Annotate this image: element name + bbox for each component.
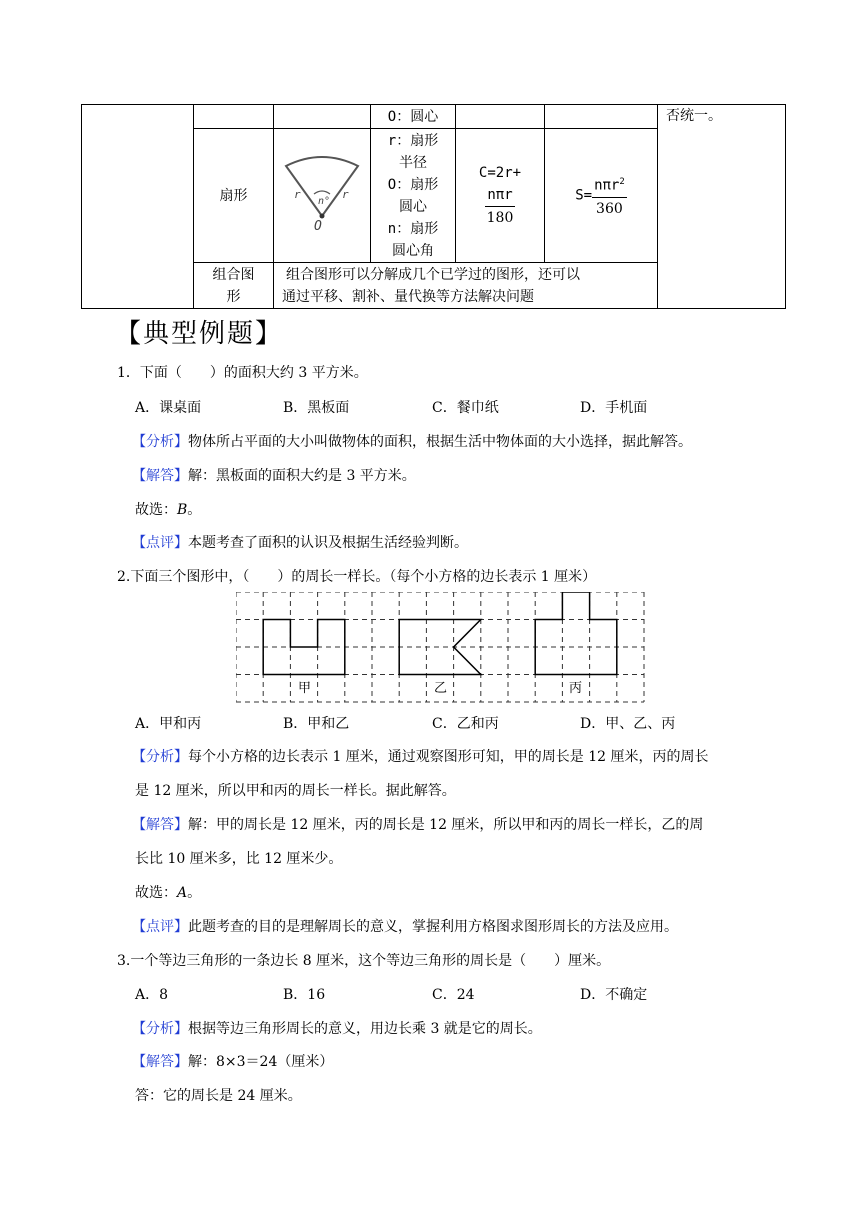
- sector-figure: [274, 129, 371, 263]
- combo-text: 组合图形可以分解成几个已学过的图形，还可以 通过平移、割补、量代换等方法解决问题: [274, 263, 658, 309]
- q2-option-d: D．甲、乙、丙: [580, 716, 676, 732]
- q1-comment: 【点评】本题考查了面积的认识及根据生活经验判断。: [132, 535, 468, 551]
- q1-answer: 【解答】解：黑板面的面积大约是 3 平方米。: [132, 468, 416, 484]
- q1-option-c: C．餐巾纸: [432, 400, 499, 416]
- combo-name: 组合图 形: [194, 263, 274, 309]
- q3-option-a: A．8: [135, 987, 169, 1003]
- formula-table: [81, 104, 786, 309]
- perimeter-grid-figure: [236, 592, 646, 704]
- cell-center-o: O：圆心: [371, 105, 456, 129]
- sector-label-o: O: [314, 219, 322, 232]
- q3-analysis: 【分析】根据等边三角形周长的意义，用边长乘 3 就是它的周长。: [132, 1021, 542, 1037]
- q2-answer-2: 长比 10 厘米多，比 12 厘米少。: [135, 851, 343, 867]
- sector-icon: [282, 152, 362, 232]
- sector-label-r-right: r: [342, 188, 349, 201]
- sector-label-r-left: r: [294, 188, 301, 201]
- q3-final: 答：它的周长是 24 厘米。: [135, 1088, 302, 1104]
- q3-option-c: C．24: [432, 987, 475, 1003]
- q3-option-b: B．16: [283, 987, 326, 1003]
- q1-stem: 1．下面（ ）的面积大约 3 平方米。: [117, 365, 368, 381]
- sector-perimeter: C=2r+ $\frac{\text{nπr}}{180}$: [456, 129, 545, 263]
- q2-option-b: B．甲和乙: [283, 716, 350, 732]
- label-jia: 甲: [298, 681, 312, 696]
- q2-analysis-1: 【分析】每个小方格的边长表示 1 厘米，通过观察图形可知，甲的周长是 12 厘米，丙的周长: [132, 749, 709, 765]
- sector-area: S= $\frac{n\pi r^2}{360}$: [545, 129, 658, 263]
- section-title: 【典型例题】: [115, 319, 284, 349]
- q1-choice: 故选：B。: [135, 502, 202, 518]
- shape-bing: [535, 592, 617, 675]
- q2-analysis-2: 是 12 厘米，所以甲和丙的周长一样长。据此解答。: [135, 783, 456, 799]
- q2-stem: 2.下面三个图形中，（ ）的周长一样长。（每个小方格的边长表示 1 厘米）: [117, 569, 597, 585]
- q1-option-b: B．黑板面: [283, 400, 350, 416]
- sector-desc: r：扇形 半径 O：扇形 圆心 n：扇形 圆心角: [371, 129, 456, 263]
- q3-stem: 3.一个等边三角形的一条边长 8 厘米，这个等边三角形的周长是（ ）厘米。: [117, 953, 611, 969]
- sector-label-n: n°: [318, 196, 331, 207]
- q2-option-c: C．乙和丙: [432, 716, 499, 732]
- table-blank-left: [82, 105, 194, 309]
- q1-option-a: A．课桌面: [135, 400, 202, 416]
- label-bing: 丙: [569, 681, 583, 696]
- q2-option-a: A．甲和丙: [135, 716, 202, 732]
- q1-analysis: 【分析】物体所占平面的大小叫做物体的面积，根据生活中物体面的大小选择，据此解答。: [132, 434, 692, 450]
- label-yi: 乙: [434, 681, 448, 696]
- right-note: 否统一。: [658, 105, 786, 309]
- q1-option-d: D．手机面: [580, 400, 648, 416]
- q3-option-d: D．不确定: [580, 987, 648, 1003]
- q3-answer: 【解答】解：8×3＝24（厘米）: [132, 1054, 334, 1070]
- q2-comment: 【点评】此题考查的目的是理解周长的意义，掌握利用方格图求图形周长的方法及应用。: [132, 919, 678, 935]
- q2-choice: 故选：A。: [135, 885, 202, 901]
- sector-name: 扇形: [194, 129, 274, 263]
- q2-answer-1: 【解答】解：甲的周长是 12 厘米，丙的周长是 12 厘米，所以甲和丙的周长一样长，乙的周: [132, 817, 704, 833]
